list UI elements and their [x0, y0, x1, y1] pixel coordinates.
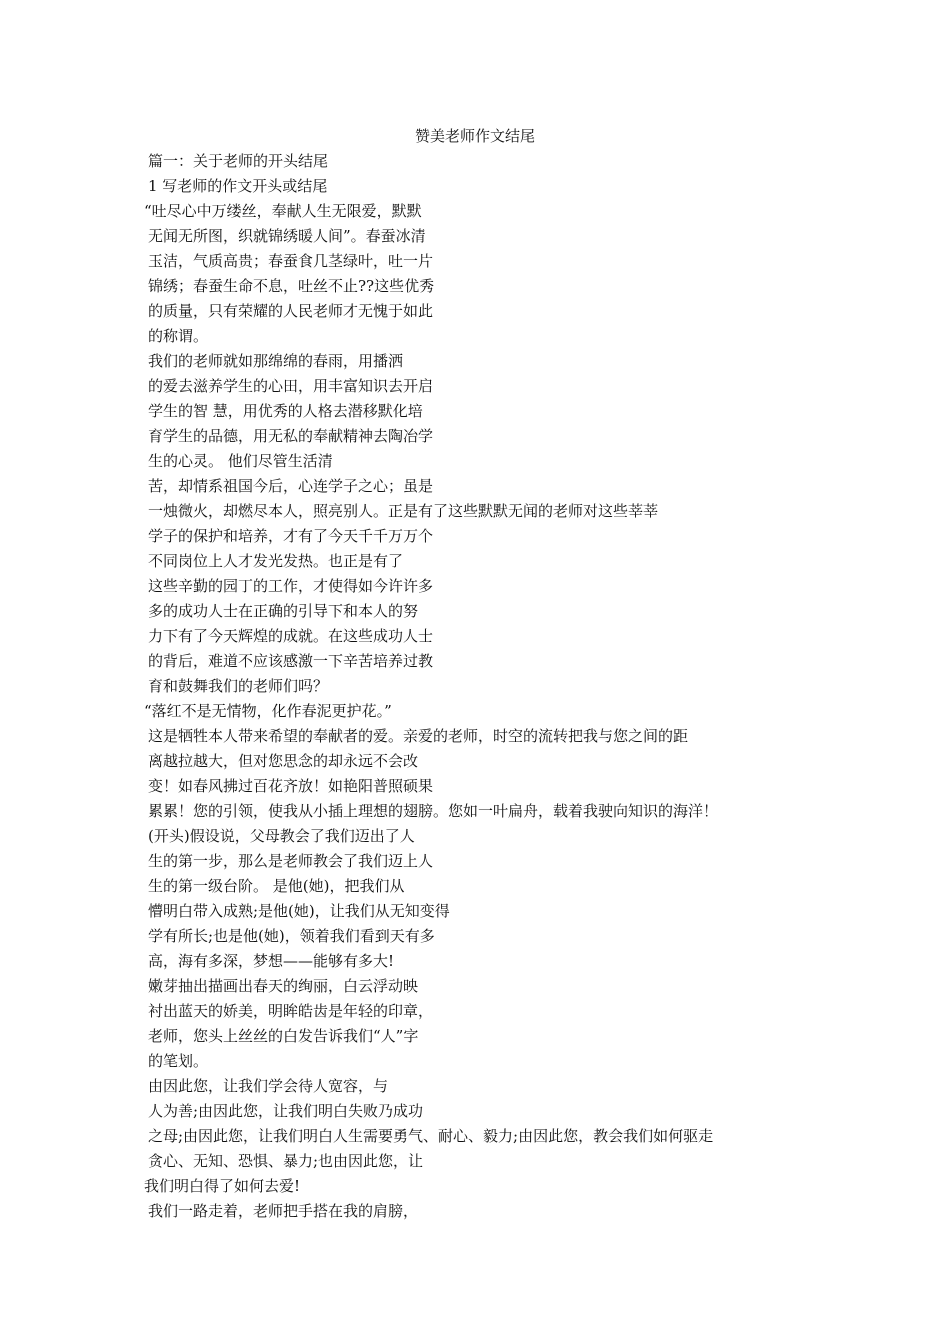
text-line: “落红不是无情物，化作春泥更护花。”	[144, 702, 392, 720]
text-line: 衬出蓝天的娇美，明眸皓齿是年轻的印章，	[148, 1002, 434, 1020]
text-line: (开头)假设说，父母教会了我们迈出了人	[148, 827, 415, 845]
text-line: 贪心、无知、恐惧、暴力;也由因此您，让	[148, 1152, 424, 1170]
text-line: 我们一路走着，老师把手搭在我的肩膀，	[148, 1202, 419, 1220]
document-title: 赞美老师作文结尾	[414, 127, 535, 145]
text-line: 篇一：关于老师的开头结尾	[148, 152, 329, 170]
text-line: 的质量，只有荣耀的人民老师才无愧于如此	[148, 302, 434, 320]
text-line: 育学生的品德，用无私的奉献精神去陶冶学	[148, 427, 434, 445]
text-line: 学生的智 慧，用优秀的人格去潜移默化培	[148, 402, 423, 420]
text-line: 我们明白得了如何去爱!	[144, 1177, 301, 1195]
text-line: 苦，却情系祖国今后，心连学子之心；虽是	[148, 477, 434, 495]
text-line: 人为善;由因此您，让我们明白失败乃成功	[148, 1102, 424, 1120]
text-line: 之母;由因此您，让我们明白人生需要勇气、耐心、毅力;由因此您，教会我们如何驱走	[148, 1127, 714, 1145]
text-line: 生的第一级台阶。 是他(她)，把我们从	[148, 877, 405, 895]
text-line: 多的成功人士在正确的引导下和本人的努	[148, 602, 419, 620]
text-line: 懵明白带入成熟;是他(她)，让我们从无知变得	[148, 902, 450, 920]
text-line: “吐尽心中万缕丝，奉献人生无限爱，默默	[144, 202, 422, 220]
text-line: 生的第一步，那么是老师教会了我们迈上人	[148, 852, 434, 870]
text-line: 嫩芽抽出描画出春天的绚丽，白云浮动映	[148, 977, 419, 995]
text-line: 的爱去滋养学生的心田，用丰富知识去开启	[148, 377, 434, 395]
text-line: 的笔划。	[148, 1052, 209, 1070]
text-line: 由因此您，让我们学会待人宽容，与	[148, 1077, 389, 1095]
text-line: 的称谓。	[148, 327, 209, 345]
text-line: 玉洁，气质高贵；春蚕食几茎绿叶，吐一片	[148, 252, 434, 270]
text-line: 锦绣；春蚕生命不息，吐丝不止??这些优秀	[148, 277, 435, 295]
text-line: 离越拉越大，但对您思念的却永远不会改	[148, 752, 419, 770]
text-line: 力下有了今天辉煌的成就。在这些成功人士	[148, 627, 434, 645]
text-line: 这些辛勤的园丁的工作，才使得如今许许多	[148, 577, 434, 595]
text-line: 的背后，难道不应该感激一下辛苦培养过教	[148, 652, 434, 670]
text-line: 变！如春风拂过百花齐放！如艳阳普照硕果	[148, 777, 434, 795]
text-line: 不同岗位上人才发光发热。也正是有了	[148, 552, 404, 570]
text-line: 这是牺牲本人带来希望的奉献者的爱。亲爱的老师，时空的流转把我与您之间的距	[148, 727, 689, 745]
text-line: 高，海有多深，梦想——能够有多大!	[148, 952, 395, 970]
text-line: 我们的老师就如那绵绵的春雨，用播洒	[148, 352, 404, 370]
text-line: 老师，您头上丝丝的白发告诉我们“人”字	[148, 1027, 419, 1045]
text-line: 一烛微火，却燃尽本人，照亮别人。正是有了这些默默无闻的老师对这些莘莘	[148, 502, 659, 520]
text-line: 无闻无所图，织就锦绣暖人间”。春蚕冰清	[148, 227, 426, 245]
text-line: 学有所长;也是他(她)，领着我们看到天有多	[148, 927, 435, 945]
text-line: 育和鼓舞我们的老师们吗？	[148, 677, 329, 695]
text-line: 1 写老师的作文开头或结尾	[148, 177, 328, 195]
text-line: 生的心灵。 他们尽管生活清	[148, 452, 333, 470]
text-line: 学子的保护和培养，才有了今天千千万万个	[148, 527, 434, 545]
text-line: 累累！您的引领，使我从小插上理想的翅膀。您如一叶扁舟，载着我驶向知识的海洋！	[148, 802, 719, 820]
